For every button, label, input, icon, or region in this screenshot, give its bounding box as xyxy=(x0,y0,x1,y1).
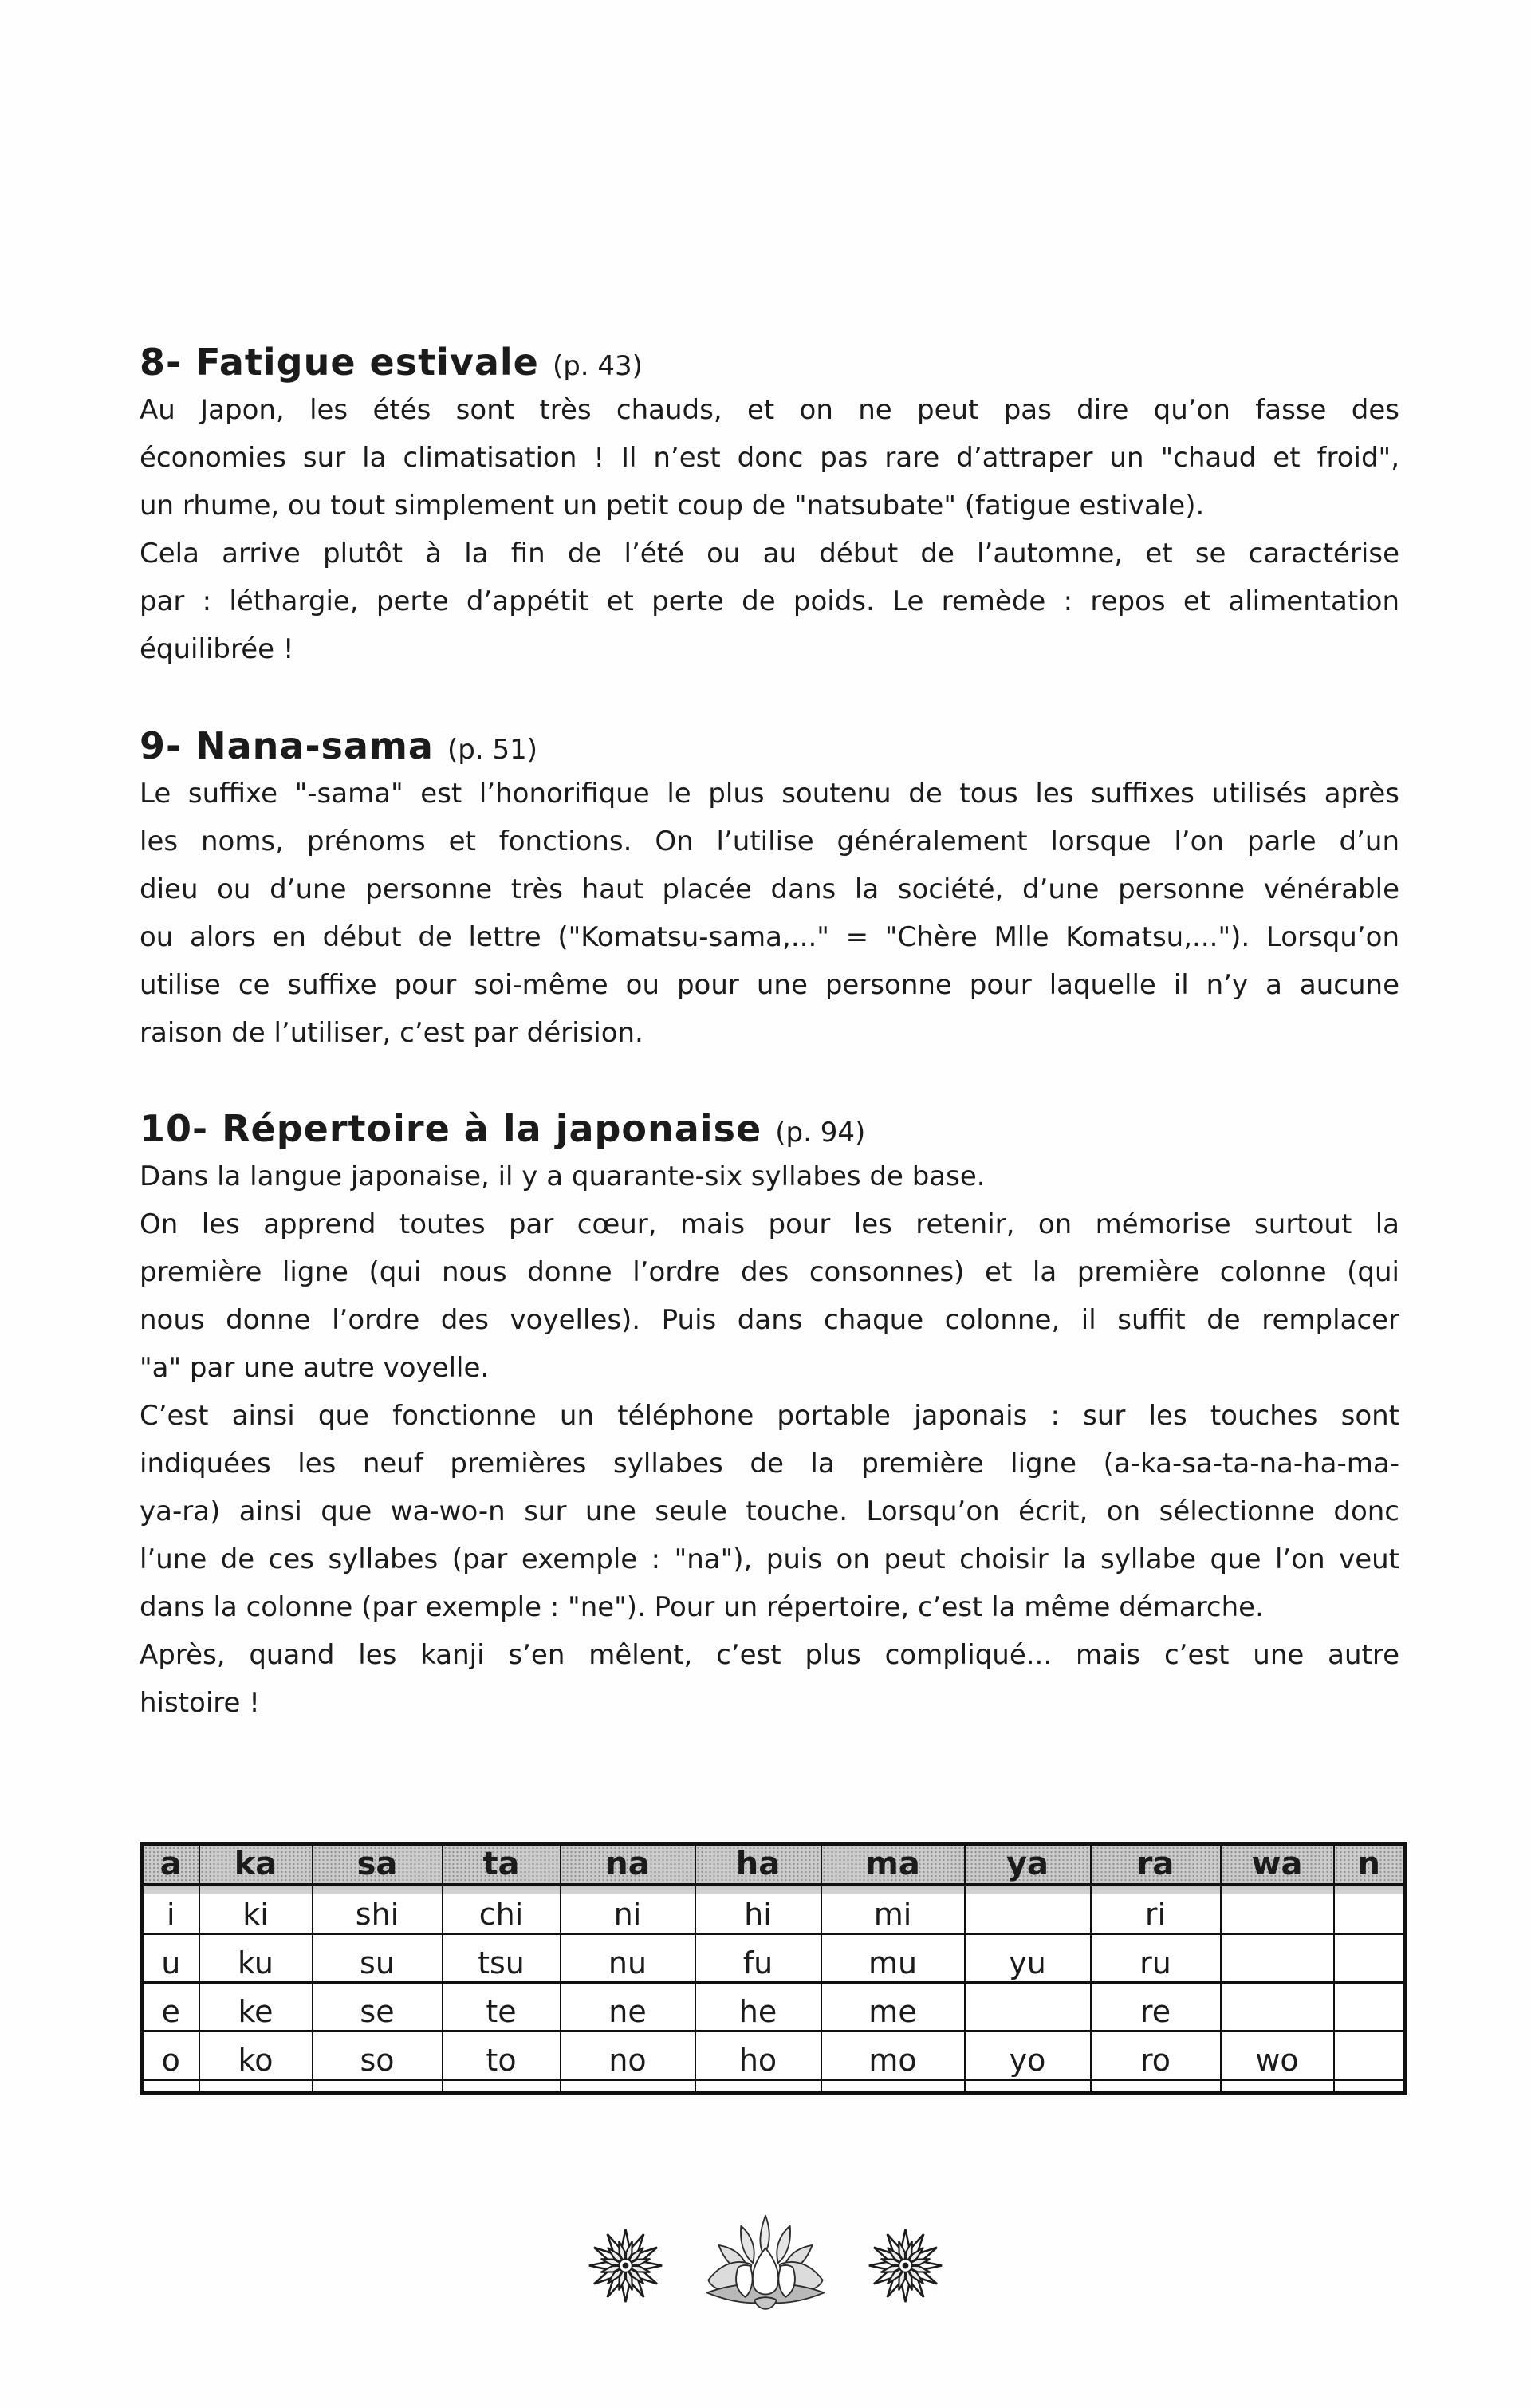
syllabary-cell: nu xyxy=(561,1934,695,1983)
syllabary-cell: no xyxy=(561,2032,695,2080)
syllabary-row xyxy=(142,2032,1406,2080)
syllabary-header-cell: ka xyxy=(199,1844,313,1886)
syllabary-cell: su xyxy=(313,1934,443,1983)
table-bottom-strip-cell xyxy=(1091,2080,1221,2094)
section-9-paragraph-1 xyxy=(140,770,1399,1057)
text-line: nous donne l’ordre des voyelles). Puis dans chaque colonne, il suffit de remplacer xyxy=(140,1304,1399,1336)
text-line: Après, quand les kanji s’en mêlent, c’est plus compliqué... mais c’est une autre xyxy=(140,1639,1399,1671)
syllabary-cell: wo xyxy=(1221,2032,1334,2080)
text-line: les noms, prénoms et fonctions. On l’utilise généralement lorsque l’on parle d’un xyxy=(140,826,1399,857)
section-10-paragraph-4 xyxy=(140,1631,1399,1727)
table-bottom-strip-cell xyxy=(695,2080,821,2094)
table-bottom-strip-cell xyxy=(313,2080,443,2094)
text-line: Au Japon, les étés sont très chauds, et on ne peut pas dire qu’on fasse des xyxy=(140,394,1399,426)
syllabary-header-cell: ha xyxy=(695,1844,821,1886)
section-10-paragraph-1 xyxy=(140,1153,1399,1200)
table-bottom-strip-cell xyxy=(965,2080,1091,2094)
syllabary-cell xyxy=(965,1983,1091,2032)
syllabary-cell: chi xyxy=(443,1885,561,1934)
syllabary-header-cell: ra xyxy=(1091,1844,1221,1886)
page-text-column xyxy=(140,0,1399,2095)
text-line: l’une de ces syllabes (par exemple : "na"), puis on peut choisir la syllabe que l’on veut xyxy=(140,1543,1399,1575)
syllabary-cell: mi xyxy=(821,1885,965,1934)
text-line: économies sur la climatisation ! Il n’est donc pas rare d’attraper un "chaud et froid", xyxy=(140,442,1399,474)
syllabary-cell xyxy=(1221,1934,1334,1983)
syllabary-cell: hi xyxy=(695,1885,821,1934)
section-10-paragraph-2 xyxy=(140,1200,1399,1392)
syllabary-cell: mu xyxy=(821,1934,965,1983)
section-8-heading xyxy=(140,338,1399,386)
syllabary-cell: yo xyxy=(965,2032,1091,2080)
syllabary-cell: to xyxy=(443,2032,561,2080)
syllabary-cell: ro xyxy=(1091,2032,1221,2080)
syllabary-cell: ko xyxy=(199,2032,313,2080)
syllabary-row xyxy=(142,1934,1406,1983)
syllabary-cell: re xyxy=(1091,1983,1221,2032)
text-line: un rhume, ou tout simplement un petit coup de "natsubate" (fatigue estivale). xyxy=(140,490,1205,522)
syllabary-cell: ki xyxy=(199,1885,313,1934)
text-line: C’est ainsi que fonctionne un téléphone portable japonais : sur les touches sont xyxy=(140,1400,1399,1432)
syllabary-row xyxy=(142,1983,1406,2032)
section-9-heading xyxy=(140,722,1399,770)
table-bottom-strip-cell xyxy=(199,2080,313,2094)
syllabary-cell: ke xyxy=(199,1983,313,2032)
section-9-page-ref: (p. 51) xyxy=(447,734,538,766)
syllabary-cell xyxy=(1334,2032,1406,2080)
syllabary-cell xyxy=(1221,1983,1334,2032)
syllabary-cell: e xyxy=(142,1983,199,2032)
syllabary-cell: yu xyxy=(965,1934,1091,1983)
syllabary-cell: ne xyxy=(561,1983,695,2032)
table-bottom-strip-cell xyxy=(1221,2080,1334,2094)
section-8-paragraph-1 xyxy=(140,386,1399,530)
syllabary-cell xyxy=(1221,1885,1334,1934)
syllabary-header-cell: ya xyxy=(965,1844,1091,1886)
text-line: équilibrée ! xyxy=(140,633,294,665)
syllabary-cell xyxy=(965,1885,1091,1934)
syllabary-cell: he xyxy=(695,1983,821,2032)
section-8-page-ref: (p. 43) xyxy=(552,350,643,382)
lotus-flower-icon xyxy=(703,2209,828,2322)
syllabary-cell: shi xyxy=(313,1885,443,1934)
starburst-flower-icon xyxy=(587,2227,664,2304)
bottom-decoration xyxy=(0,2205,1531,2325)
section-9-title: 9- Nana-sama xyxy=(140,724,434,767)
syllabary-header-cell: n xyxy=(1334,1844,1406,1886)
table-bottom-strip-cell xyxy=(821,2080,965,2094)
syllabary-cell: ku xyxy=(199,1934,313,1983)
syllabary-cell: tsu xyxy=(443,1934,561,1983)
text-line: ou alors en début de lettre ("Komatsu-sama,..." = "Chère Mlle Komatsu,..."). Lorsqu’on xyxy=(140,921,1399,953)
syllabary-cell: i xyxy=(142,1885,199,1934)
table-bottom-strip-cell xyxy=(142,2080,199,2094)
text-line: utilise ce suffixe pour soi-même ou pour une personne pour laquelle il n’y a aucune xyxy=(140,969,1399,1001)
syllabary-cell: se xyxy=(313,1983,443,2032)
syllabary-cell: ri xyxy=(1091,1885,1221,1934)
syllabary-cell xyxy=(1334,1934,1406,1983)
text-line: ya-ra) ainsi que wa-wo-n sur une seule touche. Lorsqu’on écrit, on sélectionne donc xyxy=(140,1496,1399,1527)
syllabary-cell: ho xyxy=(695,2032,821,2080)
table-bottom-strip-cell xyxy=(1334,2080,1406,2094)
syllabary-cell: me xyxy=(821,1983,965,2032)
text-line: Cela arrive plutôt à la fin de l’été ou au début de l’automne, et se caractérise xyxy=(140,538,1399,569)
section-8-paragraph-2 xyxy=(140,530,1399,673)
syllabary-cell: u xyxy=(142,1934,199,1983)
syllabary-table xyxy=(140,1842,1407,2095)
syllabary-header-cell: wa xyxy=(1221,1844,1334,1886)
text-line: histoire ! xyxy=(140,1687,260,1719)
section-10-page-ref: (p. 94) xyxy=(775,1117,866,1149)
text-line: Dans la langue japonaise, il y a quarante-six syllabes de base. xyxy=(140,1161,986,1192)
table-bottom-strip-cell xyxy=(561,2080,695,2094)
syllabary-header-cell: a xyxy=(142,1844,199,1886)
syllabary-header-cell: ma xyxy=(821,1844,965,1886)
syllabary-cell: o xyxy=(142,2032,199,2080)
syllabary-header-cell: ta xyxy=(443,1844,561,1886)
syllabary-header-cell: sa xyxy=(313,1844,443,1886)
section-10-heading xyxy=(140,1105,1399,1153)
syllabary-header-cell: na xyxy=(561,1844,695,1886)
text-line: première ligne (qui nous donne l’ordre des consonnes) et la première colonne (qui xyxy=(140,1256,1399,1288)
text-line: "a" par une autre voyelle. xyxy=(140,1352,490,1384)
syllabary-row xyxy=(142,1885,1406,1934)
syllabary-cell: mo xyxy=(821,2032,965,2080)
text-line: indiquées les neuf premières syllabes de la première ligne (a-ka-sa-ta-na-ha-ma- xyxy=(140,1448,1399,1480)
syllabary-cell: so xyxy=(313,2032,443,2080)
syllabary-cell: fu xyxy=(695,1934,821,1983)
text-line: par : léthargie, perte d’appétit et perte de poids. Le remède : repos et alimentation xyxy=(140,585,1399,617)
section-8-title: 8- Fatigue estivale xyxy=(140,341,539,384)
text-line: Le suffixe "-sama" est l’honorifique le plus soutenu de tous les suffixes utilisés après xyxy=(140,778,1399,810)
syllabary-cell: te xyxy=(443,1983,561,2032)
text-line: dieu ou d’une personne très haut placée dans la société, d’une personne vénérable xyxy=(140,873,1399,905)
table-bottom-strip-cell xyxy=(443,2080,561,2094)
table-bottom-strip xyxy=(142,2080,1406,2094)
text-line: dans la colonne (par exemple : "ne"). Pour un répertoire, c’est la même démarche. xyxy=(140,1591,1264,1623)
syllabary-cell xyxy=(1334,1885,1406,1934)
text-line: raison de l’utiliser, c’est par dérision. xyxy=(140,1017,643,1049)
syllabary-cell: ru xyxy=(1091,1934,1221,1983)
starburst-flower-icon xyxy=(867,2227,944,2304)
syllabary-cell: ni xyxy=(561,1885,695,1934)
section-10-title: 10- Répertoire à la japonaise xyxy=(140,1107,762,1150)
text-line: On les apprend toutes par cœur, mais pour les retenir, on mémorise surtout la xyxy=(140,1208,1399,1240)
syllabary-cell xyxy=(1334,1983,1406,2032)
section-10-paragraph-3 xyxy=(140,1392,1399,1631)
